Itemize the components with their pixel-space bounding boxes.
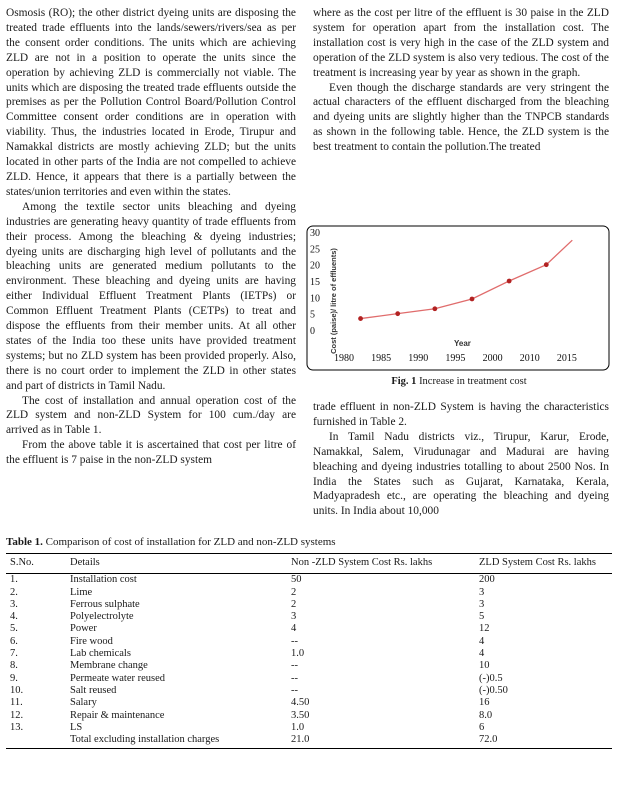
table-cell: (-)0.50 <box>479 684 508 696</box>
x-tick-label: 1980 <box>334 353 354 364</box>
table-cell: 8. <box>10 660 18 672</box>
table-row <box>6 685 612 697</box>
data-point <box>470 297 475 302</box>
table-cell: 1. <box>10 574 18 586</box>
data-point <box>395 311 400 316</box>
table-cell: Membrane change <box>70 660 148 672</box>
paragraph: The cost of installation and annual operation cost of the ZLD system and non-ZLD System for 100 cum./day are arrived as in Table 1. <box>6 394 296 437</box>
table-cell: -- <box>291 635 298 647</box>
table-cell: 5 <box>479 611 485 623</box>
x-tick-label: 2000 <box>482 353 503 364</box>
table-cell: -- <box>291 660 298 672</box>
table-cell: 2 <box>291 598 297 610</box>
y-tick-label: 0 <box>310 326 315 337</box>
y-tick-label: 15 <box>310 277 320 288</box>
table-cell: 50 <box>291 574 302 586</box>
table-cell: 3 <box>479 598 485 610</box>
table-cell: 13. <box>10 721 24 733</box>
figure-caption-text: Increase in treatment cost <box>416 376 527 387</box>
right-text-column-bottom <box>313 400 609 519</box>
x-tick-label: 2010 <box>519 353 540 364</box>
table-cell: 4.50 <box>291 697 310 709</box>
table-cell: -- <box>291 684 298 696</box>
table-cell: 3 <box>291 611 297 623</box>
table-row <box>6 587 612 599</box>
table-cell: 4 <box>291 623 297 635</box>
series-line <box>361 240 573 318</box>
table-cell: 4 <box>479 648 485 660</box>
table-cell: 7. <box>10 648 18 660</box>
data-point <box>432 306 437 311</box>
table-cell: Permeate water reused <box>70 672 166 684</box>
paragraph: Osmosis (RO); the other district dyeing units are disposing the treated trade effluents into the lands/sewers/rivers/sea as per the consent order conditions. The units which are achieving ZLD are not in a position to operate the units since the operation by achieving ZLD is commercially not viable. The units which are disposing the treated trade effluents outside the premises as per the Pollution Control Board/Pollution Control Committee consent order conditions are in operation with viability. Thus, the industries located in Erode, Tirupur and Namakkal districts are mostly achieving ZLD; but the units located in other parts of the India are not compelled to achieve ZLD. Hence, it appears that there is a partially between the states/union territories and even within the states. <box>6 7 296 198</box>
table-cell: Total excluding installation charges <box>66 734 287 749</box>
table-cell: (-)0.5 <box>479 672 503 684</box>
table-cell: Lab chemicals <box>70 648 131 660</box>
x-axis-label: Year <box>454 339 471 348</box>
table-cell: Power <box>70 623 97 635</box>
table-row <box>6 648 612 660</box>
table-row <box>6 574 612 587</box>
header-sno: S.No. <box>6 554 66 574</box>
table-cell: 5. <box>10 623 18 635</box>
table-row <box>6 734 612 749</box>
table-caption <box>6 536 336 548</box>
table-cell: 3. <box>10 598 18 610</box>
y-tick-label: 10 <box>310 293 320 305</box>
table-cell: 21.0 <box>287 734 475 749</box>
y-tick-label: 5 <box>310 309 315 321</box>
table-cell: 12 <box>479 623 490 635</box>
table-cell: Installation cost <box>70 574 137 586</box>
table-row <box>6 599 612 611</box>
table-cell: 11. <box>10 697 23 709</box>
table-cell: 200 <box>479 574 495 586</box>
table-cell: Repair & maintenance <box>70 709 165 721</box>
x-tick-label: 1995 <box>445 353 466 364</box>
table-cell: 9. <box>10 672 18 684</box>
y-axis-label: Cost (paise)/ litre of effluents) <box>329 248 338 354</box>
x-tick-label: 2015 <box>556 353 577 364</box>
header-non-zld: Non -ZLD System Cost Rs. lakhs <box>287 554 475 574</box>
data-point <box>507 279 512 284</box>
paragraph: trade effluent in non-ZLD System is having the characteristics furnished in Table 2. <box>313 401 609 428</box>
table-row <box>6 660 612 672</box>
data-point <box>544 262 549 267</box>
table-row <box>6 710 612 722</box>
table-row <box>6 697 612 709</box>
table-cell: -- <box>291 672 298 684</box>
table-cell: Polyelectrolyte <box>70 611 134 623</box>
table-label: Table 1. <box>6 536 43 548</box>
table-cell: 16 <box>479 697 490 709</box>
table-cell: 10 <box>479 660 490 672</box>
table-cell: Salary <box>70 697 97 709</box>
paragraph: Among the textile sector units bleaching and dyeing industries are generating heavy quantity of trade effluents from their process. Among the bleaching & dyeing industries; dyeing units are discharging high level of pollutants and the bleaching units are generated medium pollutants to the environment. These bleaching and dyeing units are having either Individual Effluent Treatment Plants (IETPs) or Common Effluent Treatment Plants (CETPs) to treat and dispose the effluents from their member units. At all other states of the India too these units have provided treatment systems; but no ZLD system has been provided properly. Also, there is no court order to implement the ZLD in other states and part of districts in Tamil Nadu. <box>6 200 296 392</box>
table-cell: 1.0 <box>291 648 305 660</box>
table-cell: 12. <box>10 709 24 721</box>
figure-label: Fig. 1 <box>391 376 417 387</box>
table-cell: Ferrous sulphate <box>70 598 140 610</box>
paragraph: In Tamil Nadu districts viz., Tirupur, Karur, Erode, Namakkal, Salem, Virudunagar and Madurai are having bleaching and dyeing industries totalling to about 2500 Nos. In India the States such as Gujarat, Karnataka, Kerala, Madyapradesh etc., are operating the bleaching and dyeing units. In India about 10,000 <box>313 430 609 518</box>
table-cell: Lime <box>70 586 93 598</box>
header-zld: ZLD System Cost Rs. lakhs <box>475 554 612 574</box>
data-point <box>358 316 363 321</box>
table-row <box>6 623 612 635</box>
table-cell: LS <box>70 721 83 733</box>
line-chart <box>306 224 612 374</box>
table-cell: 10. <box>10 684 24 696</box>
table-row <box>6 673 612 685</box>
table-caption-text: Comparison of cost of installation for ZLD and non-ZLD systems <box>42 536 336 548</box>
header-details: Details <box>66 554 287 574</box>
table-cell: 2 <box>291 586 297 598</box>
table-cell: Salt reused <box>70 684 117 696</box>
table-cell: Fire wood <box>70 635 113 647</box>
table-row <box>6 611 612 623</box>
table-cell: 3 <box>479 586 485 598</box>
table-cell: 1.0 <box>291 721 305 733</box>
y-tick-label: 25 <box>310 244 320 256</box>
table-cell: 6. <box>10 635 18 647</box>
table-cell: 4 <box>479 635 485 647</box>
x-tick-label: 1990 <box>408 353 429 364</box>
table-row <box>6 636 612 648</box>
x-tick-label: 1985 <box>371 353 392 364</box>
right-text-column-top <box>313 6 609 155</box>
table-cell: 3.50 <box>291 709 310 721</box>
table-cell: 4. <box>10 611 18 623</box>
cost-comparison-table <box>6 553 612 749</box>
y-tick-label: 20 <box>310 260 320 272</box>
table-header-row <box>6 554 612 574</box>
table-cell: 6 <box>479 721 485 733</box>
paragraph: where as the cost per litre of the effluent is 30 paise in the ZLD system for operation apart from the installation cost. The installation cost is very high in the case of the ZLD system and operation of the ZLD system is also very tedious. The cost of the treatment is increasing year by year as shown in the graph. <box>313 7 609 79</box>
table-cell: 72.0 <box>475 734 612 749</box>
table-cell <box>6 734 66 749</box>
table-row <box>6 722 612 734</box>
y-tick-label: 30 <box>310 228 320 239</box>
figure-caption <box>306 376 612 387</box>
table-cell: 8.0 <box>479 709 493 721</box>
left-text-column <box>6 6 296 468</box>
paragraph: From the above table it is ascertained that cost per litre of the effluent is 7 paise in the non-ZLD system <box>6 439 296 467</box>
table-cell: 2. <box>10 586 18 598</box>
paragraph: Even though the discharge standards are very stringent the actual characters of the effluent discharged from the bleaching and dyeing units are slightly higher than the TNPCB standards as shown in the following table. Hence, the ZLD system is the best treatment to contain the pollution.The treated <box>313 81 609 154</box>
figure-cost-chart <box>306 224 612 384</box>
